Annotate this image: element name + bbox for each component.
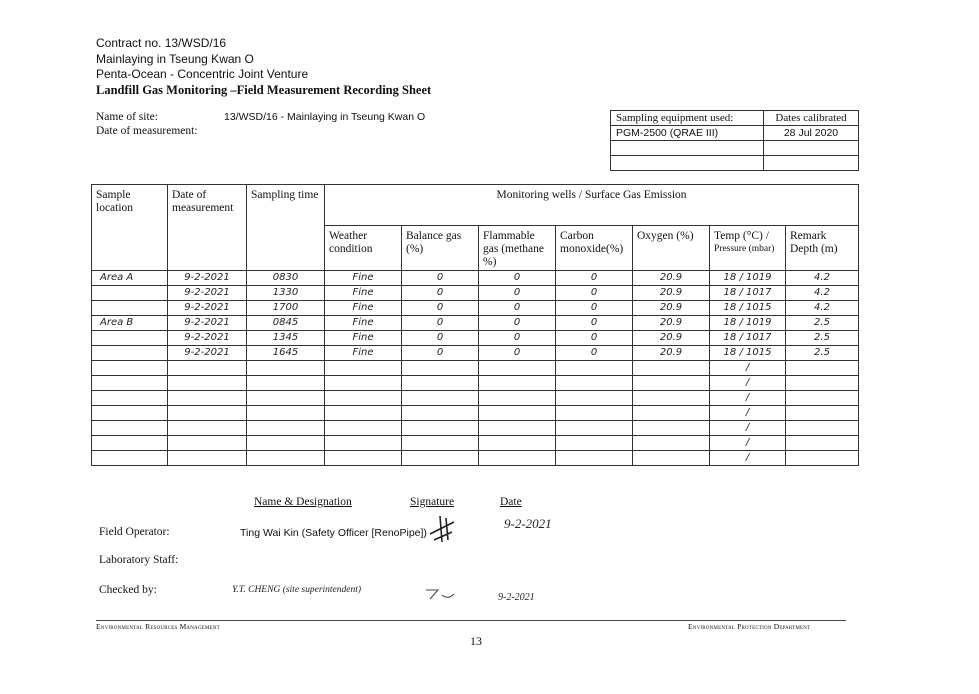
- location-cell: [92, 391, 168, 406]
- depth-cell: 2.5: [786, 316, 859, 331]
- temp-pressure-cell: /: [710, 451, 786, 466]
- measurement-date-label: Date of measurement:: [96, 125, 198, 137]
- time-cell: 0830: [247, 271, 325, 286]
- location-cell: [92, 421, 168, 436]
- carbon-monoxide-cell: 0: [556, 271, 633, 286]
- oxygen-cell: 20.9: [633, 316, 710, 331]
- oxygen-cell: 20.9: [633, 301, 710, 316]
- field-operator-label: Field Operator:: [99, 526, 170, 538]
- depth-cell: [786, 406, 859, 421]
- measurement-table: [91, 184, 859, 466]
- date-cell: 9-2-2021: [168, 271, 247, 286]
- balance-gas-cell: [402, 451, 479, 466]
- temp-pressure-cell: 18 / 1019: [710, 271, 786, 286]
- temp-pressure-cell: /: [710, 436, 786, 451]
- oxygen-cell: 20.9: [633, 346, 710, 361]
- carbon-monoxide-cell: 0: [556, 331, 633, 346]
- date-header: Date of measurement: [168, 185, 247, 271]
- table-row: [92, 436, 859, 451]
- temp-pressure-cell: /: [710, 406, 786, 421]
- date-cell: [168, 361, 247, 376]
- depth-cell: 2.5: [786, 346, 859, 361]
- calibrated-header: Dates calibrated: [764, 111, 859, 126]
- depth-cell: [786, 421, 859, 436]
- footer-right: Environmental Protection Department: [688, 622, 811, 631]
- table-row: [92, 376, 859, 391]
- date-cell: 9-2-2021: [168, 346, 247, 361]
- weather-cell: Fine: [325, 316, 402, 331]
- flammable-gas-cell: 0: [479, 286, 556, 301]
- weather-cell: Fine: [325, 271, 402, 286]
- weather-cell: [325, 436, 402, 451]
- time-cell: [247, 361, 325, 376]
- weather-cell: Fine: [325, 331, 402, 346]
- flammable-gas-cell: 0: [479, 316, 556, 331]
- flammable-gas-cell: [479, 376, 556, 391]
- equipment-row: [611, 156, 859, 171]
- balance-gas-cell: 0: [402, 271, 479, 286]
- temp-pressure-header: [710, 226, 786, 271]
- weather-cell: [325, 406, 402, 421]
- depth-cell: [786, 391, 859, 406]
- site-name-label: Name of site:: [96, 111, 158, 123]
- table-row: [92, 271, 859, 286]
- carbon-monoxide-cell: 0: [556, 301, 633, 316]
- pressure-header: Pressure (mbar): [714, 244, 775, 254]
- table-row: [92, 316, 859, 331]
- carbon-monoxide-cell: [556, 376, 633, 391]
- weather-header: Weather condition: [325, 226, 402, 271]
- calibration-date: [764, 156, 859, 171]
- depth-cell: [786, 451, 859, 466]
- temp-pressure-cell: /: [710, 421, 786, 436]
- equipment-table: [610, 110, 859, 171]
- balance-gas-cell: [402, 361, 479, 376]
- temp-pressure-cell: 18 / 1019: [710, 316, 786, 331]
- depth-cell: [786, 436, 859, 451]
- flammable-gas-cell: [479, 436, 556, 451]
- flammable-gas-cell: [479, 406, 556, 421]
- calibration-date: 28 Jul 2020: [764, 126, 859, 141]
- location-cell: [92, 376, 168, 391]
- depth-cell: 4.2: [786, 271, 859, 286]
- date-cell: [168, 406, 247, 421]
- temp-pressure-cell: /: [710, 376, 786, 391]
- location-cell: [92, 331, 168, 346]
- flammable-gas-cell: 0: [479, 301, 556, 316]
- oxygen-cell: [633, 361, 710, 376]
- date-cell: 9-2-2021: [168, 301, 247, 316]
- date-cell: 9-2-2021: [168, 316, 247, 331]
- checked-by-date: 9-2-2021: [498, 592, 535, 603]
- table-row: [92, 301, 859, 316]
- location-cell: Area A: [92, 271, 168, 286]
- location-cell: [92, 436, 168, 451]
- weather-cell: Fine: [325, 301, 402, 316]
- table-row: [92, 331, 859, 346]
- balance-gas-cell: 0: [402, 346, 479, 361]
- field-operator-signature: [424, 512, 460, 546]
- balance-gas-cell: 0: [402, 316, 479, 331]
- location-cell: Area B: [92, 316, 168, 331]
- carbon-monoxide-header: Carbon monoxide(%): [556, 226, 633, 271]
- temp-pressure-cell: 18 / 1015: [710, 301, 786, 316]
- date-cell: 9-2-2021: [168, 331, 247, 346]
- time-cell: 1345: [247, 331, 325, 346]
- footer-divider: [96, 620, 846, 621]
- table-row: [92, 361, 859, 376]
- location-cell: [92, 346, 168, 361]
- contract-number: Contract no. 13/WSD/16: [96, 36, 227, 50]
- weather-cell: Fine: [325, 346, 402, 361]
- sampling-time-header: Sampling time: [247, 185, 325, 271]
- balance-gas-cell: [402, 376, 479, 391]
- flammable-gas-cell: [479, 361, 556, 376]
- equipment-row: [611, 126, 859, 141]
- oxygen-cell: [633, 406, 710, 421]
- date-cell: [168, 391, 247, 406]
- time-cell: [247, 421, 325, 436]
- field-operator-date: 9-2-2021: [504, 516, 552, 531]
- date-cell: [168, 436, 247, 451]
- oxygen-cell: 20.9: [633, 331, 710, 346]
- site-name-value: 13/WSD/16 - Mainlaying in Tseung Kwan O: [224, 111, 426, 123]
- table-row: [92, 286, 859, 301]
- remark-depth-header: Remark Depth (m): [786, 226, 859, 271]
- time-cell: [247, 376, 325, 391]
- balance-gas-cell: [402, 436, 479, 451]
- equipment-row: [611, 141, 859, 156]
- oxygen-cell: [633, 421, 710, 436]
- depth-cell: 4.2: [786, 286, 859, 301]
- date-cell: [168, 421, 247, 436]
- weather-cell: [325, 361, 402, 376]
- checked-by-label: Checked by:: [99, 584, 157, 596]
- carbon-monoxide-cell: [556, 361, 633, 376]
- checked-by-signature: [424, 586, 458, 602]
- table-row: [92, 421, 859, 436]
- weather-cell: [325, 421, 402, 436]
- time-cell: [247, 406, 325, 421]
- temp-header: Temp (°C) /: [714, 230, 769, 242]
- balance-gas-cell: 0: [402, 331, 479, 346]
- flammable-gas-cell: 0: [479, 346, 556, 361]
- location-cell: [92, 406, 168, 421]
- page-number: 13: [470, 634, 482, 648]
- flammable-gas-cell: [479, 451, 556, 466]
- oxygen-cell: 20.9: [633, 286, 710, 301]
- calibration-date: [764, 141, 859, 156]
- time-cell: 1330: [247, 286, 325, 301]
- name-designation-heading: Name & Designation: [254, 496, 352, 508]
- balance-gas-header: Balance gas (%): [402, 226, 479, 271]
- site-info: [96, 110, 425, 138]
- checked-by-name: Y.T. CHENG (site superintendent): [232, 585, 362, 595]
- carbon-monoxide-cell: [556, 391, 633, 406]
- sample-location-header: Sample location: [92, 185, 168, 271]
- date-heading: Date: [500, 496, 522, 508]
- weather-cell: [325, 376, 402, 391]
- oxygen-header: Oxygen (%): [633, 226, 710, 271]
- carbon-monoxide-cell: 0: [556, 346, 633, 361]
- table-row: [92, 406, 859, 421]
- depth-cell: 4.2: [786, 301, 859, 316]
- signature-heading: Signature: [410, 496, 455, 508]
- time-cell: [247, 436, 325, 451]
- oxygen-cell: [633, 451, 710, 466]
- balance-gas-cell: [402, 421, 479, 436]
- monitoring-group-header: Monitoring wells / Surface Gas Emission: [325, 185, 859, 226]
- carbon-monoxide-cell: [556, 436, 633, 451]
- flammable-gas-cell: 0: [479, 271, 556, 286]
- equipment-name: PGM-2500 (QRAE III): [611, 126, 764, 141]
- date-cell: 9-2-2021: [168, 286, 247, 301]
- balance-gas-cell: [402, 406, 479, 421]
- time-cell: 1645: [247, 346, 325, 361]
- weather-cell: [325, 391, 402, 406]
- location-cell: [92, 286, 168, 301]
- field-operator-name: Ting Wai Kin (Safety Officer [RenoPipe]): [240, 527, 427, 539]
- time-cell: 0845: [247, 316, 325, 331]
- carbon-monoxide-cell: [556, 406, 633, 421]
- temp-pressure-cell: 18 / 1017: [710, 286, 786, 301]
- carbon-monoxide-cell: 0: [556, 286, 633, 301]
- time-cell: [247, 451, 325, 466]
- flammable-gas-cell: [479, 391, 556, 406]
- date-cell: [168, 451, 247, 466]
- location-cell: [92, 361, 168, 376]
- carbon-monoxide-cell: [556, 451, 633, 466]
- depth-cell: [786, 376, 859, 391]
- document-header: [96, 36, 431, 98]
- balance-gas-cell: [402, 391, 479, 406]
- oxygen-cell: [633, 436, 710, 451]
- table-row: [92, 346, 859, 361]
- lab-staff-label: Laboratory Staff:: [99, 554, 179, 566]
- weather-cell: [325, 451, 402, 466]
- carbon-monoxide-cell: [556, 421, 633, 436]
- flammable-gas-cell: [479, 421, 556, 436]
- temp-pressure-cell: /: [710, 361, 786, 376]
- weather-cell: Fine: [325, 286, 402, 301]
- table-row: [92, 451, 859, 466]
- sheet-title: Landfill Gas Monitoring –Field Measurement Recording Sheet: [96, 82, 432, 97]
- oxygen-cell: 20.9: [633, 271, 710, 286]
- footer-left: Environmental Resources Management: [96, 622, 220, 631]
- carbon-monoxide-cell: 0: [556, 316, 633, 331]
- contractor-name: Penta-Ocean - Concentric Joint Venture: [96, 67, 309, 81]
- temp-pressure-cell: 18 / 1017: [710, 331, 786, 346]
- flammable-gas-cell: 0: [479, 331, 556, 346]
- temp-pressure-cell: /: [710, 391, 786, 406]
- oxygen-cell: [633, 376, 710, 391]
- oxygen-cell: [633, 391, 710, 406]
- table-row: [92, 391, 859, 406]
- flammable-gas-header: Flammable gas (methane %): [479, 226, 556, 271]
- date-cell: [168, 376, 247, 391]
- project-name: Mainlaying in Tseung Kwan O: [96, 51, 254, 66]
- temp-pressure-cell: 18 / 1015: [710, 346, 786, 361]
- depth-cell: [786, 361, 859, 376]
- equipment-header: Sampling equipment used:: [611, 111, 764, 126]
- location-cell: [92, 451, 168, 466]
- balance-gas-cell: 0: [402, 301, 479, 316]
- equipment-name: [611, 141, 764, 156]
- time-cell: [247, 391, 325, 406]
- location-cell: [92, 301, 168, 316]
- balance-gas-cell: 0: [402, 286, 479, 301]
- equipment-name: [611, 156, 764, 171]
- time-cell: 1700: [247, 301, 325, 316]
- depth-cell: 2.5: [786, 331, 859, 346]
